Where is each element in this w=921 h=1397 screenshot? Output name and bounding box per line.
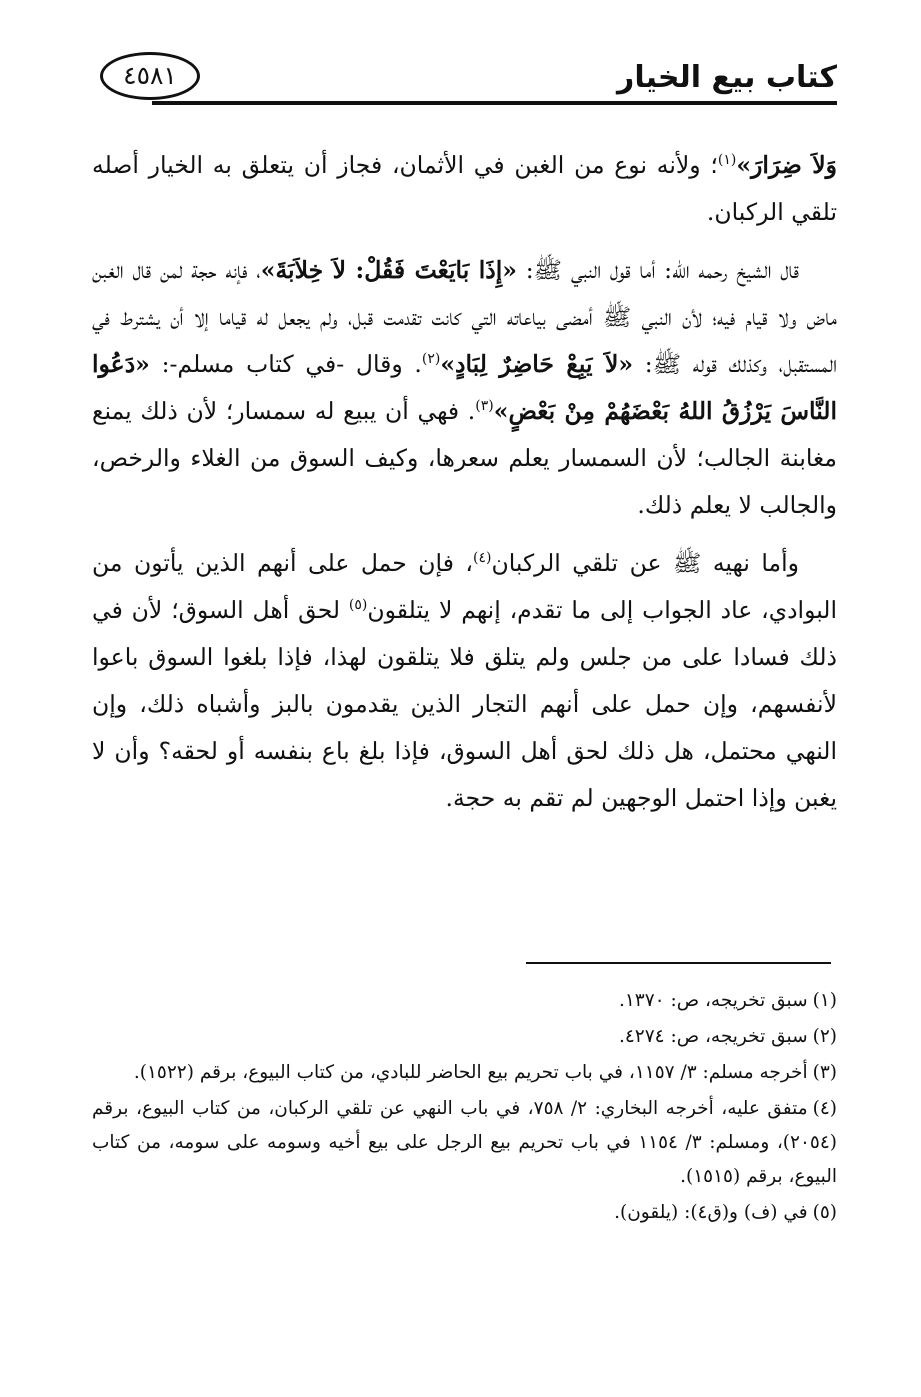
paragraph-text: لحق أهل السوق؛ لأن في ذلك فسادا على من جلس ولم يتلق فلا يتلقون لهذا، فإذا بلغوا السوق باعوا لأنفسهم، وإن حمل على أنهم التجار الذين يقدمون بالبز وأشباه ذلك، وإن النهي محتمل، هل ذلك لحق أهل السوق، فإذا بلغ باع بنفسه أو لحقه؟ وأن لا يغبن وإذا احتمل الوجهين لم تقم به حجة. [92, 596, 837, 812]
footnote-text: سبق تخريجه، ص: ٤٢٧٤. [618, 1026, 808, 1047]
footnote-number: (٥) [812, 1202, 837, 1223]
chapter-title: كتاب بيع الخيار [617, 60, 837, 95]
footnote-ref-5: (٥) [348, 597, 368, 614]
paragraph-text: ؛ ولأنه نوع من الغبن في الأثمان، فجاز أن يتعلق به الخيار أصله تلقي الركبان. [92, 151, 837, 226]
paragraph-1 [92, 142, 837, 236]
hadith-quote: «إِذَا بَايَعْتَ فَقُلْ: لاَ خِلاَبَةَ» [260, 256, 517, 284]
footnote-number: (١) [812, 990, 837, 1011]
hadith-quote: «دَعُوا النَّاسَ يَرْزُقُ اللهُ بَعْضَهُمْ مِنْ بَعْضٍ» [92, 350, 837, 425]
footnote-number: (٣) [812, 1062, 837, 1083]
footnote-separator [526, 962, 831, 964]
paragraph-3 [92, 540, 837, 822]
footnote [92, 1056, 837, 1090]
paragraph-text: . فهي أن يبيع له سمسار؛ لأن ذلك يمنع مغابنة الجالب؛ لأن السمسار يعلم سعرها، وكيف السوق من الغلاء والرخص، والجالب لا يعلم ذلك. [92, 397, 837, 519]
footnote-text: في (ف) و(ق٤): (يلقون). [614, 1202, 808, 1223]
paragraph-text: ، فإنه حجة لمن قال الغبن ماض ولا قيام فيه؛ لأن النبي ﷺ أمضى بياعاته التي كانت تقدمت قبل، ولم يجعل له قياما إلا أن يشترط في المستقبل، وكذلك قوله ﷺ: [92, 256, 837, 378]
footnote [92, 1092, 837, 1194]
footnote-text: أخرجه مسلم: ٣/ ١١٥٧، في باب تحريم بيع الحاضر للبادي، من كتاب البيوع، برقم (١٥٢٢). [133, 1062, 808, 1083]
footnote [92, 1196, 837, 1230]
footnote [92, 1020, 837, 1054]
page-header [92, 46, 837, 106]
footnote-ref-1: (١) [717, 152, 737, 169]
page-number: ٤٥٨١ [100, 52, 200, 100]
hadith-quote: «لاَ يَبِعْ حَاضِرٌ لِبَادٍ» [440, 350, 634, 378]
footnote-text: متفق عليه، أخرجه البخاري: ٢/ ٧٥٨، في باب النهي عن تلقي الركبان، من كتاب البيوع، برقم (٢٠٥٤)، ومسلم: ٣/ ١١٥٤ في باب تحريم بيع الرجل على بيع أخيه وسومه على سومه، من كتاب البيوع، برقم (١٥١٥). [92, 1098, 837, 1187]
paragraph-text: . وقال -في كتاب مسلم-: [149, 350, 422, 378]
paragraph-text: وأما نهيه ﷺ عن تلقي الركبان [491, 549, 799, 577]
footnote-ref-2: (٢) [421, 351, 441, 368]
paragraph-2 [92, 247, 837, 529]
footnote-ref-4: (٤) [473, 550, 492, 567]
main-text [92, 142, 837, 822]
footnote-number: (٤) [812, 1098, 837, 1119]
paragraph-text: ، فإن حمل على أنهم الذين يأتون من البوادي، عاد الجواب إلى ما تقدم، إنهم لا يتلقون [92, 549, 838, 624]
hadith-quote: وَلاَ ضِرَارَ» [736, 151, 838, 179]
footnote [92, 984, 837, 1018]
footnote-ref-3: (٣) [475, 398, 494, 415]
footnote-number: (٢) [812, 1026, 837, 1047]
paragraph-text: قال الشيخ رحمه الله: أما قول النبي ﷺ: [516, 256, 799, 284]
footnote-text: سبق تخريجه، ص: ١٣٧٠. [618, 990, 808, 1011]
header-rule [152, 101, 837, 105]
footnotes [92, 984, 837, 1232]
